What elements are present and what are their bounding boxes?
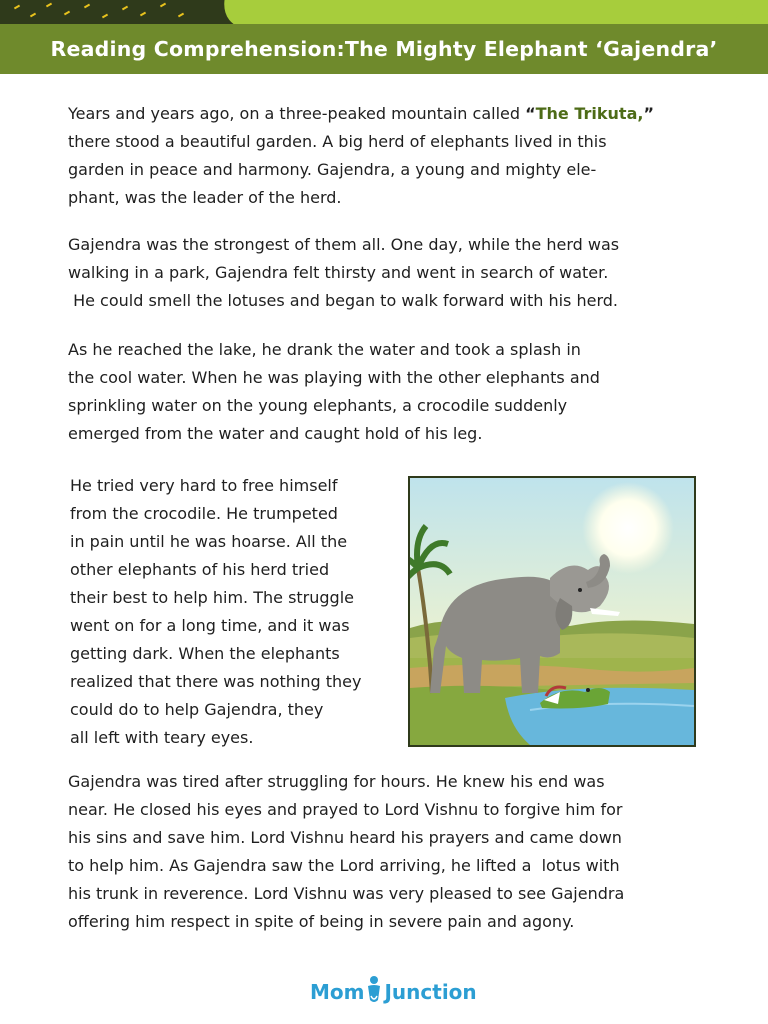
paragraph-5-line: offering him respect in spite of being in severe pain and agony.	[68, 912, 575, 931]
paragraph-1-line-4: phant, was the leader of the herd.	[68, 188, 342, 207]
paragraph-2-line: He could smell the lotuses and began to walk forward with his herd.	[68, 291, 618, 310]
paragraph-1-line-1	[68, 100, 708, 128]
paragraph-4-line: in pain until he was hoarse. All the	[70, 532, 348, 551]
paragraph-5-line: to help him. As Gajendra saw the Lord arriving, he lifted a lotus with	[68, 856, 620, 875]
paragraph-5-line: near. He closed his eyes and prayed to Lord Vishnu to forgive him for	[68, 800, 623, 819]
momjunction-logo	[310, 972, 477, 1012]
paragraph-4-line: went on for a long time, and it was	[70, 616, 350, 635]
paragraph-3-line: As he reached the lake, he drank the water and took a splash in	[68, 340, 581, 359]
logo-text-left: Mom	[310, 980, 365, 1004]
paragraph-3-line: emerged from the water and caught hold of his leg.	[68, 424, 483, 443]
paragraph-5-line: Gajendra was tired after struggling for hours. He knew his end was	[68, 772, 605, 791]
paragraph-4-line: from the crocodile. He trumpeted	[70, 504, 338, 523]
paragraph-4-line: realized that there was nothing they	[70, 672, 362, 691]
top-decoration	[0, 0, 768, 24]
paragraph-4-line: other elephants of his herd tried	[70, 560, 330, 579]
paragraph-2	[68, 231, 708, 315]
text-run: Years and years ago, on a three-peaked mountain called	[68, 104, 526, 123]
paragraph-4-line: all left with teary eyes.	[70, 728, 254, 747]
paragraph-4-line: could do to help Gajendra, they	[70, 700, 324, 719]
paragraph-5	[68, 768, 708, 936]
highlight-trikuta: The Trikuta,	[535, 104, 644, 123]
paragraph-3	[68, 336, 708, 448]
elephant-crocodile-illustration	[408, 476, 696, 747]
logo-figure-icon	[365, 974, 383, 1010]
paragraph-4-line: getting dark. When the elephants	[70, 644, 340, 663]
paragraph-1	[68, 100, 708, 212]
paragraph-3-line: the cool water. When he was playing with the other elephants and	[68, 368, 600, 387]
title-bar	[0, 24, 768, 74]
sun-icon	[582, 482, 674, 574]
paragraph-4	[70, 472, 400, 752]
paragraph-1-line-3: garden in peace and harmony. Gajendra, a young and mighty ele-	[68, 160, 597, 179]
logo-text-right: Junction	[384, 980, 477, 1004]
paragraph-2-line: Gajendra was the strongest of them all. One day, while the herd was	[68, 235, 620, 254]
page-title: Reading Comprehension:The Mighty Elephant ‘Gajendra’	[50, 37, 718, 61]
green-swoosh	[195, 0, 768, 24]
paragraph-4-line: their best to help him. The struggle	[70, 588, 354, 607]
quote-open: “	[525, 104, 536, 123]
paragraph-3-line: sprinkling water on the young elephants, a crocodile suddenly	[68, 396, 568, 415]
paragraph-5-line: his trunk in reverence. Lord Vishnu was very pleased to see Gajendra	[68, 884, 625, 903]
quote-close: ”	[643, 104, 654, 123]
paragraph-4-line: He tried very hard to free himself	[70, 476, 338, 495]
paragraph-5-line: his sins and save him. Lord Vishnu heard his prayers and came down	[68, 828, 622, 847]
paragraph-2-line: walking in a park, Gajendra felt thirsty and went in search of water.	[68, 263, 609, 282]
paragraph-1-line-2: there stood a beautiful garden. A big herd of elephants lived in this	[68, 132, 607, 151]
